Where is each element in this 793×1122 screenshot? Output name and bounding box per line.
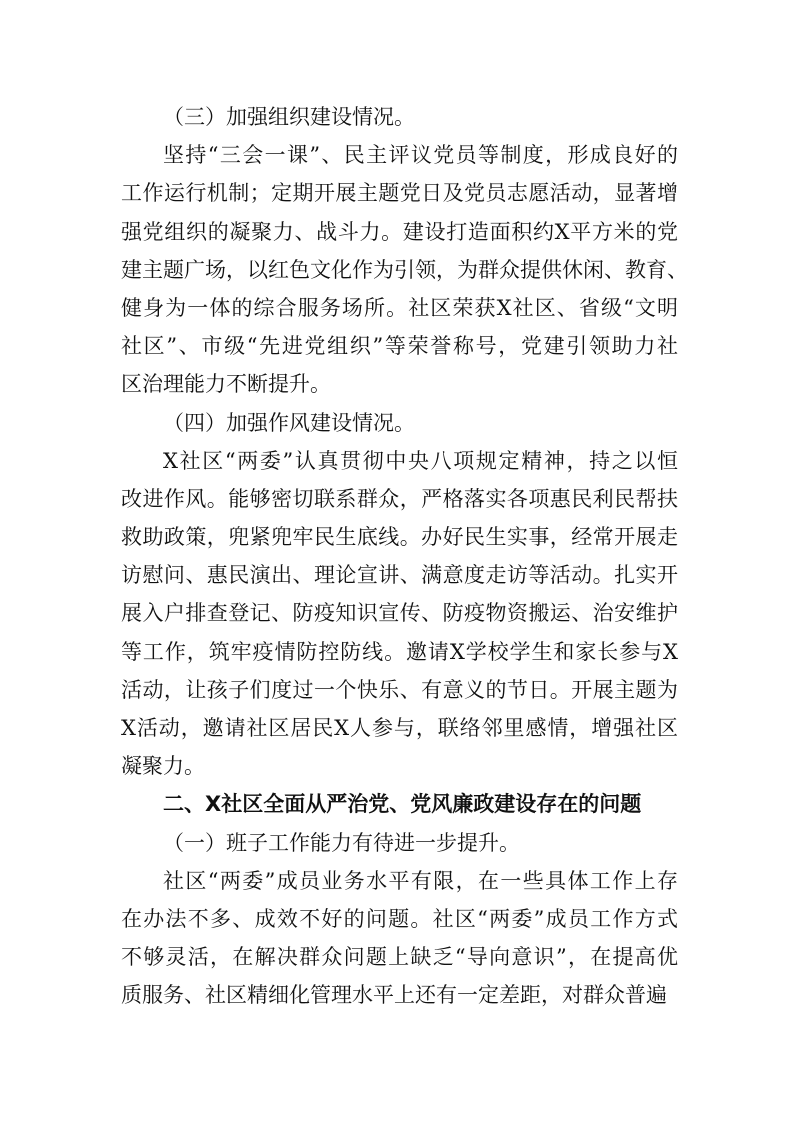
text-line: X社区“两委”认真贯彻中央八项规定精神，持之以恒 [163, 448, 678, 473]
body-paragraph [121, 862, 678, 1015]
subsection-heading [121, 824, 678, 862]
text-line: 改进作风。能够密切联系群众，严格落实各项惠民利民帮扶 [121, 486, 678, 511]
subsection-heading [121, 404, 678, 442]
text-line: （三）加强组织建设情况。 [163, 105, 415, 129]
text-line: 等工作，筑牢疫情防控防线。邀请X学校学生和家长参与X [121, 639, 678, 664]
text-line: 工作运行机制；定期开展主题党日及党员志愿活动，显著增 [121, 181, 678, 206]
text-line: 强党组织的凝聚力、战斗力。建设打造面积约X平方米的党 [121, 219, 678, 244]
text-line: 凝聚力。 [121, 754, 205, 779]
text-line: 建主题广场，以红色文化作为引领，为群众提供休闲、教育、 [121, 257, 688, 282]
text-line: 活动，让孩子们度过一个快乐、有意义的节日。开展主题为 [121, 677, 678, 702]
text-line: 展入户排查登记、防疫知识宣传、防疫物资搬运、治安维护 [121, 601, 678, 626]
text-line: 救助政策，兜紧兜牢民生底线。办好民生实事，经常开展走 [121, 525, 678, 550]
document-page [121, 98, 688, 1015]
text-line: 不够灵活，在解决群众问题上缺乏“导向意识”，在提高优 [121, 945, 678, 970]
subsection-heading [121, 98, 678, 136]
text-line: （一）班子工作能力有待进一步提升。 [163, 830, 520, 855]
text-line: X活动，邀请社区居民X人参与，联络邻里感情，增强社区 [121, 716, 678, 740]
text-line: （四）加强作风建设情况。 [163, 410, 415, 435]
body-paragraph [121, 136, 688, 403]
text-line: 在办法不多、成效不好的问题。社区“两委”成员工作方式 [121, 906, 678, 931]
text-line: 社区”、市级“先进党组织”等荣誉称号，党建引领助力社 [121, 334, 678, 359]
body-paragraph [121, 442, 678, 786]
text-line: 质服务、社区精细化管理水平上还有一定差距，对群众普遍 [121, 983, 667, 1008]
text-line: 访慰问、惠民演出、理论宣讲、满意度走访等活动。扎实开 [121, 563, 678, 588]
text-line: 坚持“三会一课”、民主评议党员等制度，形成良好的 [163, 143, 678, 168]
text-line: 健身为一体的综合服务场所。社区荣获X社区、省级“文明 [121, 295, 678, 320]
section-heading [121, 785, 678, 823]
text-line: 区治理能力不断提升。 [121, 372, 331, 397]
text-line: 社区“两委”成员业务水平有限，在一些具体工作上存 [163, 868, 678, 893]
text-line: 二、X社区全面从严治党、党风廉政建设存在的问题 [163, 792, 642, 817]
